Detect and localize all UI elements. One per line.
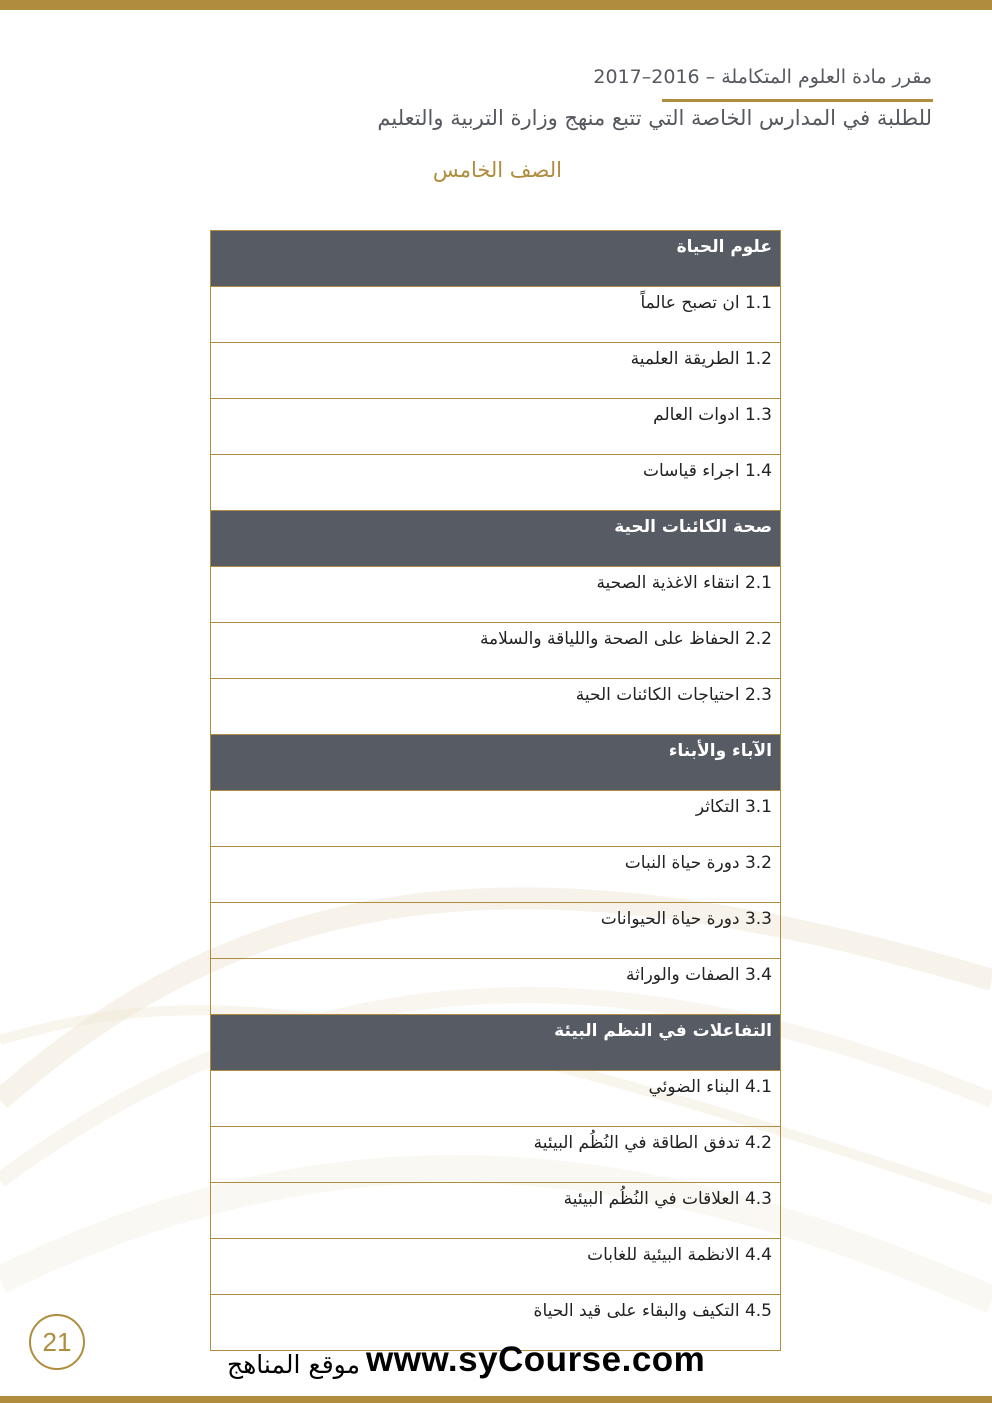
lesson-row: 3.1 التكاثر [211,790,780,846]
lesson-row: 1.4 اجراء قياسات [211,454,780,510]
header-divider [662,99,933,102]
unit-header-row: الآباء والأبناء [211,734,780,790]
lesson-row: 4.4 الانظمة البيئية للغابات [211,1238,780,1294]
course-subtitle: للطلبة في المدارس الخاصة التي تتبع منهج وزارة التربية والتعليم [377,106,932,130]
lesson-row: 2.1 انتقاء الاغذية الصحية [211,566,780,622]
course-title: مقرر مادة العلوم المتكاملة – 2016–2017 [593,66,932,88]
lesson-row: 2.2 الحفاظ على الصحة واللياقة والسلامة [211,622,780,678]
top-accent-bar [0,0,992,10]
unit-header-row: علوم الحياة [211,230,780,286]
page-number: 21 [29,1314,85,1370]
lesson-row: 4.3 العلاقات في النُظُم البيئية [211,1182,780,1238]
unit-header-row: صحة الكائنات الحية [211,510,780,566]
curriculum-table [210,230,781,1351]
grade-title: الصف الخامس [432,158,562,182]
lesson-row: 3.4 الصفات والوراثة [211,958,780,1014]
watermark-url: www.syCourse.com [366,1340,706,1379]
watermark-site-name: موقع المناهج [226,1350,360,1379]
lesson-row: 2.3 احتياجات الكائنات الحية [211,678,780,734]
unit-header-row: التفاعلات في النظم البيئة [211,1014,780,1070]
bottom-accent-bar [0,1396,992,1403]
lesson-row: 4.2 تدفق الطاقة في النُظُم البيئية [211,1126,780,1182]
lesson-row: 3.3 دورة حياة الحيوانات [211,902,780,958]
lesson-row: 1.2 الطريقة العلمية [211,342,780,398]
lesson-row: 1.3 ادوات العالم [211,398,780,454]
lesson-row: 3.2 دورة حياة النبات [211,846,780,902]
lesson-row: 4.5 التكيف والبقاء على قيد الحياة [211,1294,780,1350]
lesson-row: 1.1 ان تصبح عالماً [211,286,780,342]
lesson-row: 4.1 البناء الضوئي [211,1070,780,1126]
